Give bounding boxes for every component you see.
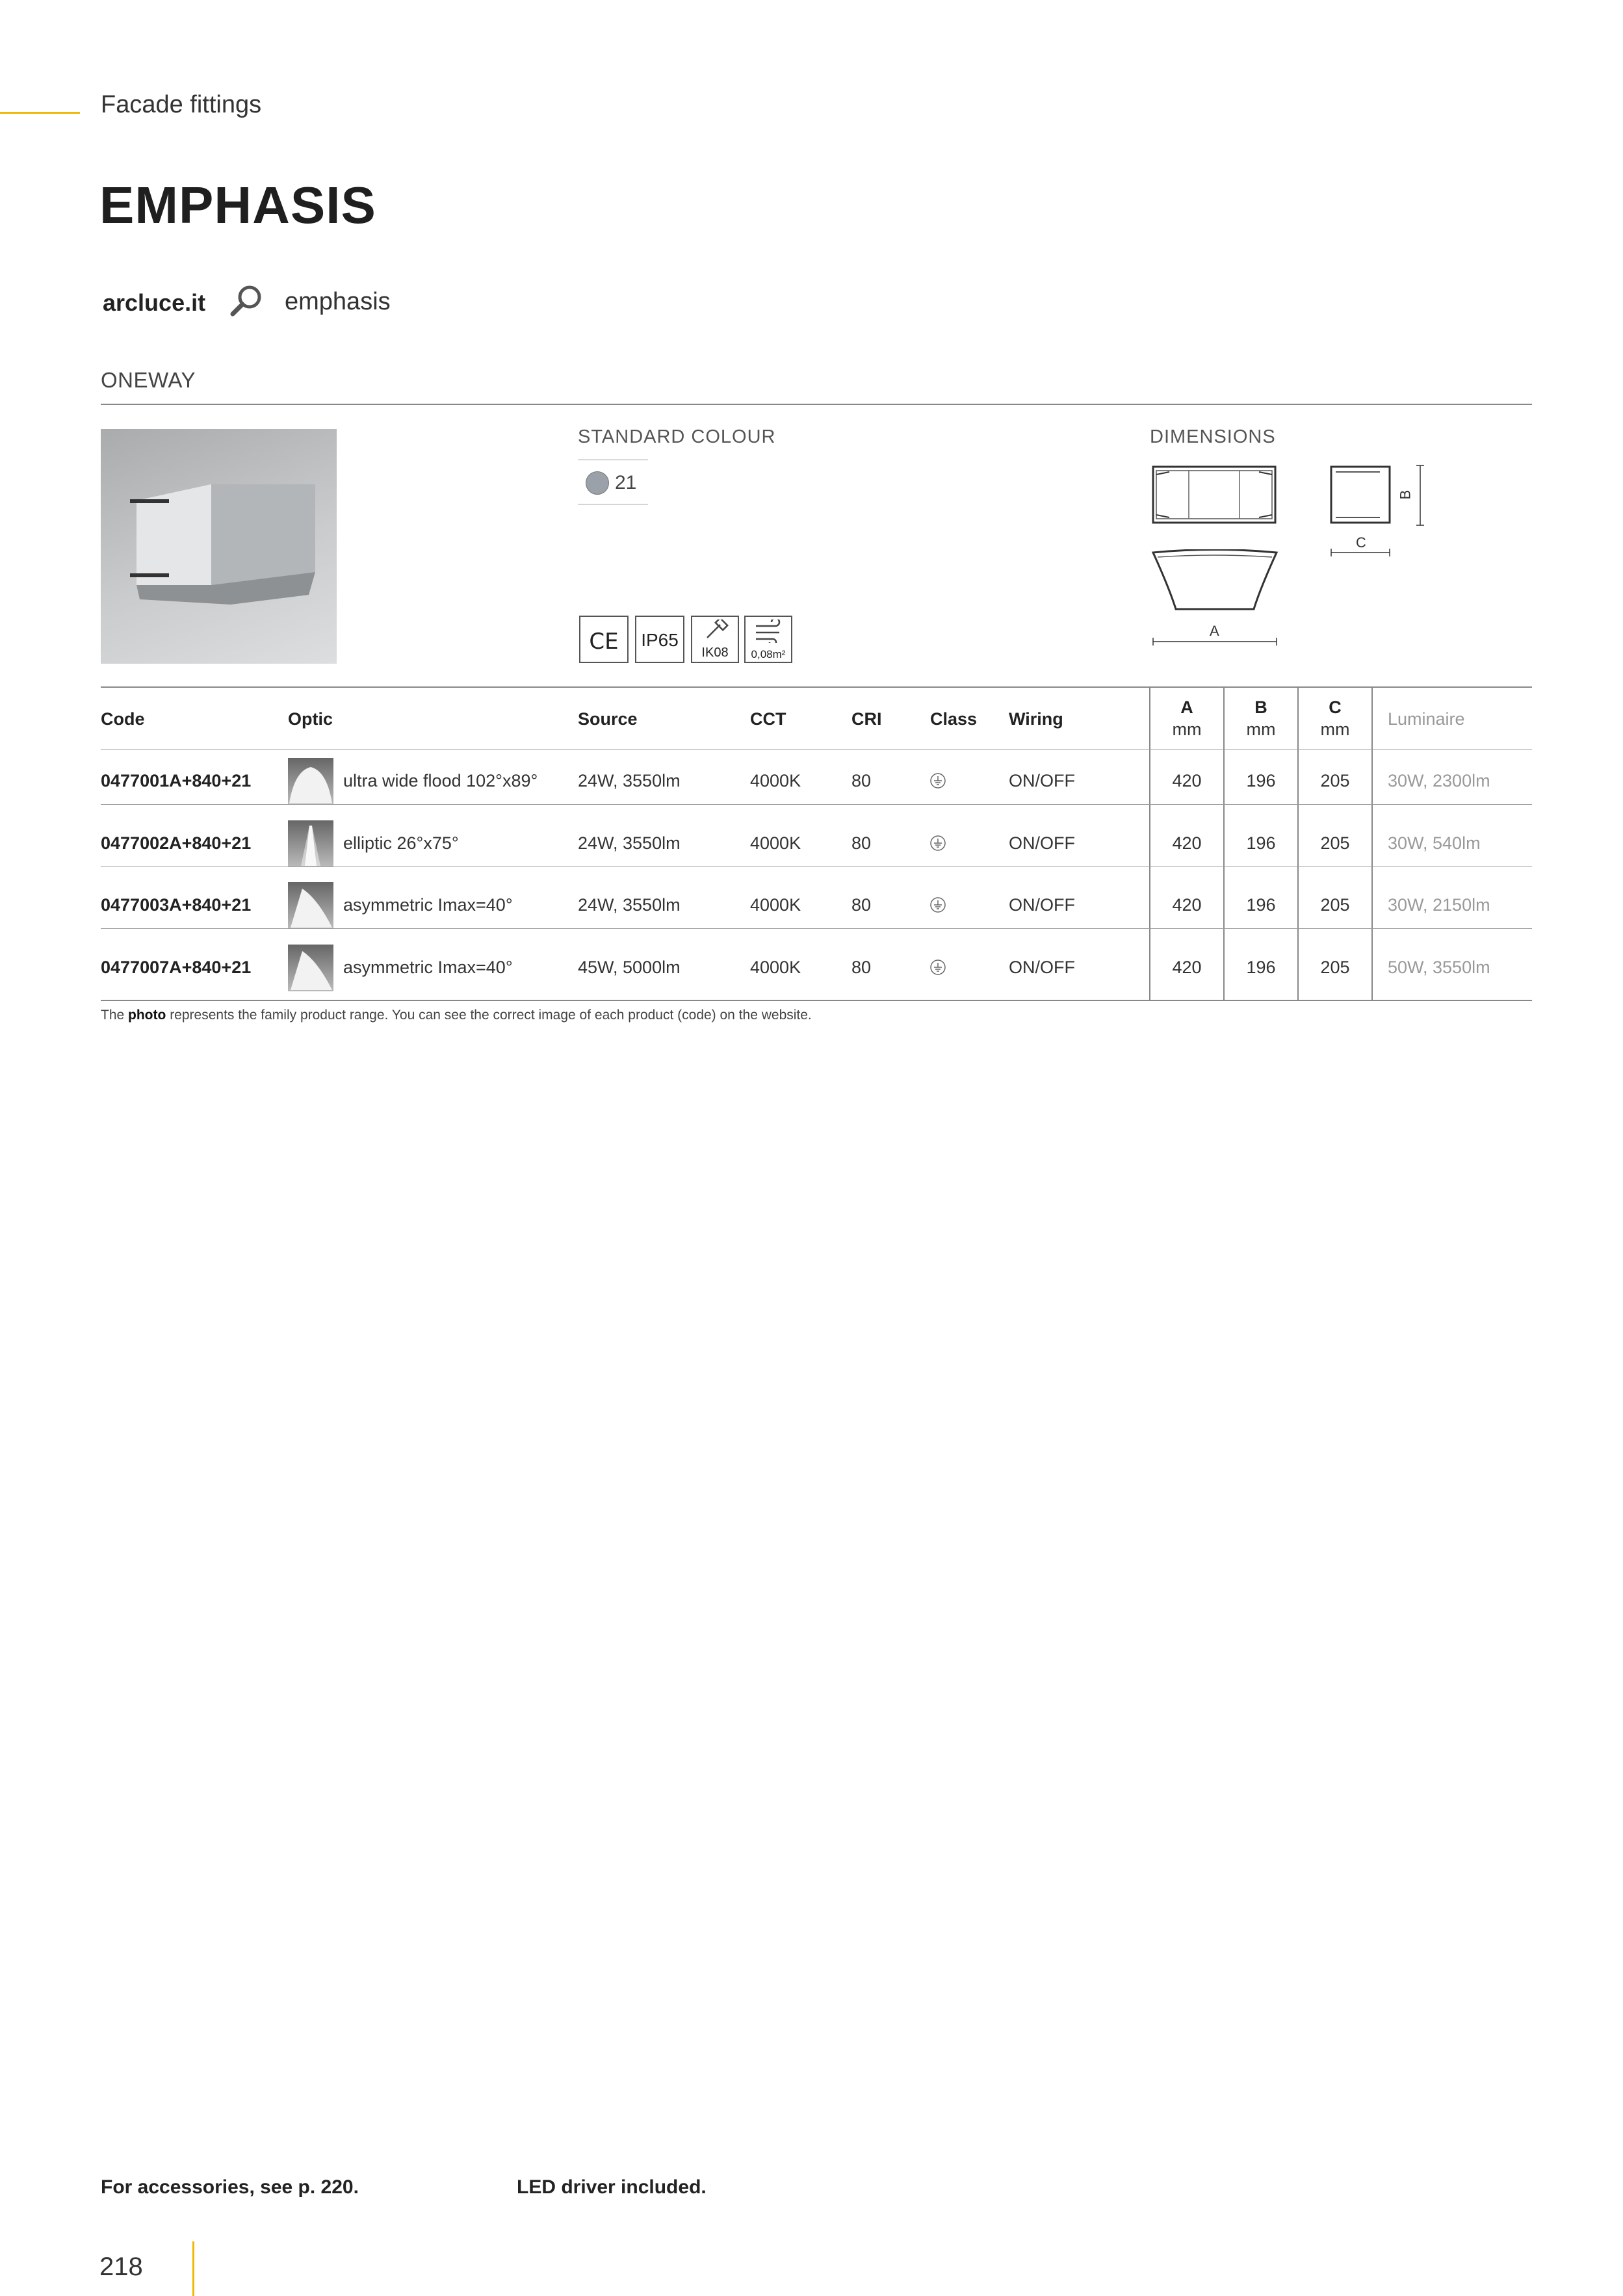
dimension-b-label: B [1397, 489, 1414, 500]
wind-area-label: 0,08m² [751, 648, 786, 660]
row-code: 0477001A+840+21 [101, 771, 252, 790]
photo-note-bold: photo [128, 1008, 166, 1023]
row-b: 196 [1246, 958, 1276, 977]
row-rule [101, 804, 1532, 805]
header-optic: Optic [288, 709, 333, 729]
row-luminaire: 50W, 3550lm [1388, 958, 1490, 977]
dimension-drawing-front [1150, 463, 1280, 528]
row-b: 196 [1246, 895, 1276, 915]
header-cct: CCT [750, 709, 786, 729]
page-number: 218 [99, 2252, 143, 2281]
row-a: 420 [1172, 771, 1202, 790]
row-cri: 80 [851, 895, 872, 915]
row-optic: ultra wide flood 102°x89° [343, 771, 538, 790]
row-luminaire: 30W, 2300lm [1388, 771, 1490, 790]
header-accent-line [0, 112, 80, 114]
header-c-unit: mm [1320, 720, 1350, 739]
driver-note: LED driver included. [517, 2176, 707, 2198]
header-a-unit: mm [1172, 720, 1202, 739]
product-photo [101, 429, 337, 664]
table-vline-4 [1371, 686, 1373, 1001]
section-title: Facade fittings [101, 91, 262, 118]
row-wiring: ON/OFF [1009, 895, 1075, 915]
row-cri: 80 [851, 771, 872, 790]
header-code: Code [101, 709, 145, 729]
row-b: 196 [1246, 833, 1276, 853]
header-b: B [1254, 698, 1267, 717]
row-a: 420 [1172, 895, 1202, 915]
product-title: EMPHASIS [99, 176, 376, 234]
wind-area-badge [744, 616, 792, 663]
row-code: 0477002A+840+21 [101, 833, 252, 853]
row-rule [101, 928, 1532, 929]
optic-wide-flood-icon [288, 758, 333, 805]
header-a: A [1180, 698, 1193, 717]
dimension-a-label: A [1210, 623, 1219, 639]
ce-mark-icon [579, 616, 629, 663]
row-cct: 4000K [750, 958, 801, 977]
photo-note-prefix: The [101, 1008, 125, 1023]
variant-rule [101, 404, 1532, 405]
class-1-earth-icon [929, 896, 946, 917]
class-1-earth-icon [929, 959, 946, 979]
row-c: 205 [1320, 895, 1350, 915]
optic-asymmetric-icon [288, 882, 333, 929]
row-code: 0477003A+840+21 [101, 895, 252, 915]
header-cri: CRI [851, 709, 882, 729]
row-wiring: ON/OFF [1009, 833, 1075, 853]
search-keyword: emphasis [285, 288, 391, 315]
header-luminaire: Luminaire [1388, 709, 1465, 729]
ce-mark-label: CE [589, 629, 619, 655]
row-source: 24W, 3550lm [578, 771, 681, 790]
row-source: 24W, 3550lm [578, 833, 681, 853]
row-cct: 4000K [750, 771, 801, 790]
colour-code: 21 [615, 472, 637, 493]
class-1-earth-icon [929, 835, 946, 855]
ip-rating-badge [635, 616, 684, 663]
ik-rating-badge [691, 616, 739, 663]
site-link[interactable]: arcluce.it [103, 289, 206, 316]
table-bottom-rule [101, 1000, 1532, 1001]
dimension-c-label: C [1356, 534, 1366, 551]
table-top-rule [101, 686, 1532, 688]
footer-accent-line [192, 2241, 194, 2296]
hammer-icon [702, 620, 731, 642]
row-b: 196 [1246, 771, 1276, 790]
row-optic: elliptic 26°x75° [343, 833, 459, 853]
row-source: 45W, 5000lm [578, 958, 681, 977]
row-luminaire: 30W, 540lm [1388, 833, 1481, 853]
accessories-note: For accessories, see p. 220. [101, 2176, 359, 2198]
row-cri: 80 [851, 833, 872, 853]
row-optic: asymmetric Imax=40° [343, 895, 513, 915]
wind-icon [753, 620, 786, 643]
header-class: Class [930, 709, 978, 729]
row-code: 0477007A+840+21 [101, 958, 252, 977]
row-wiring: ON/OFF [1009, 958, 1075, 977]
header-c: C [1329, 698, 1342, 717]
optic-elliptic-icon [288, 820, 333, 867]
row-cri: 80 [851, 958, 872, 977]
row-a: 420 [1172, 833, 1202, 853]
row-a: 420 [1172, 958, 1202, 977]
colour-swatch [586, 471, 609, 495]
row-c: 205 [1320, 833, 1350, 853]
row-optic: asymmetric Imax=40° [343, 958, 513, 977]
row-c: 205 [1320, 958, 1350, 977]
ip-rating-label: IP65 [641, 630, 679, 650]
class-1-earth-icon [929, 772, 946, 792]
row-source: 24W, 3550lm [578, 895, 681, 915]
optic-asymmetric-icon [288, 945, 333, 991]
row-cct: 4000K [750, 833, 801, 853]
header-source: Source [578, 709, 638, 729]
variant-title: ONEWAY [101, 368, 196, 392]
row-luminaire: 30W, 2150lm [1388, 895, 1490, 915]
row-c: 205 [1320, 771, 1350, 790]
ik-rating-label: IK08 [701, 646, 729, 660]
row-wiring: ON/OFF [1009, 771, 1075, 790]
dimension-drawing-side [1328, 463, 1425, 560]
row-cct: 4000K [750, 895, 801, 915]
header-b-unit: mm [1246, 720, 1276, 739]
standard-colour-label: STANDARD COLOUR [578, 426, 776, 447]
photo-note [101, 1008, 812, 1023]
search-icon[interactable] [229, 283, 264, 319]
header-wiring: Wiring [1009, 709, 1063, 729]
dimensions-label: DIMENSIONS [1150, 426, 1276, 447]
photo-note-suffix: represents the family product range. You can see the correct image of each product (code) on the website. [170, 1008, 812, 1023]
